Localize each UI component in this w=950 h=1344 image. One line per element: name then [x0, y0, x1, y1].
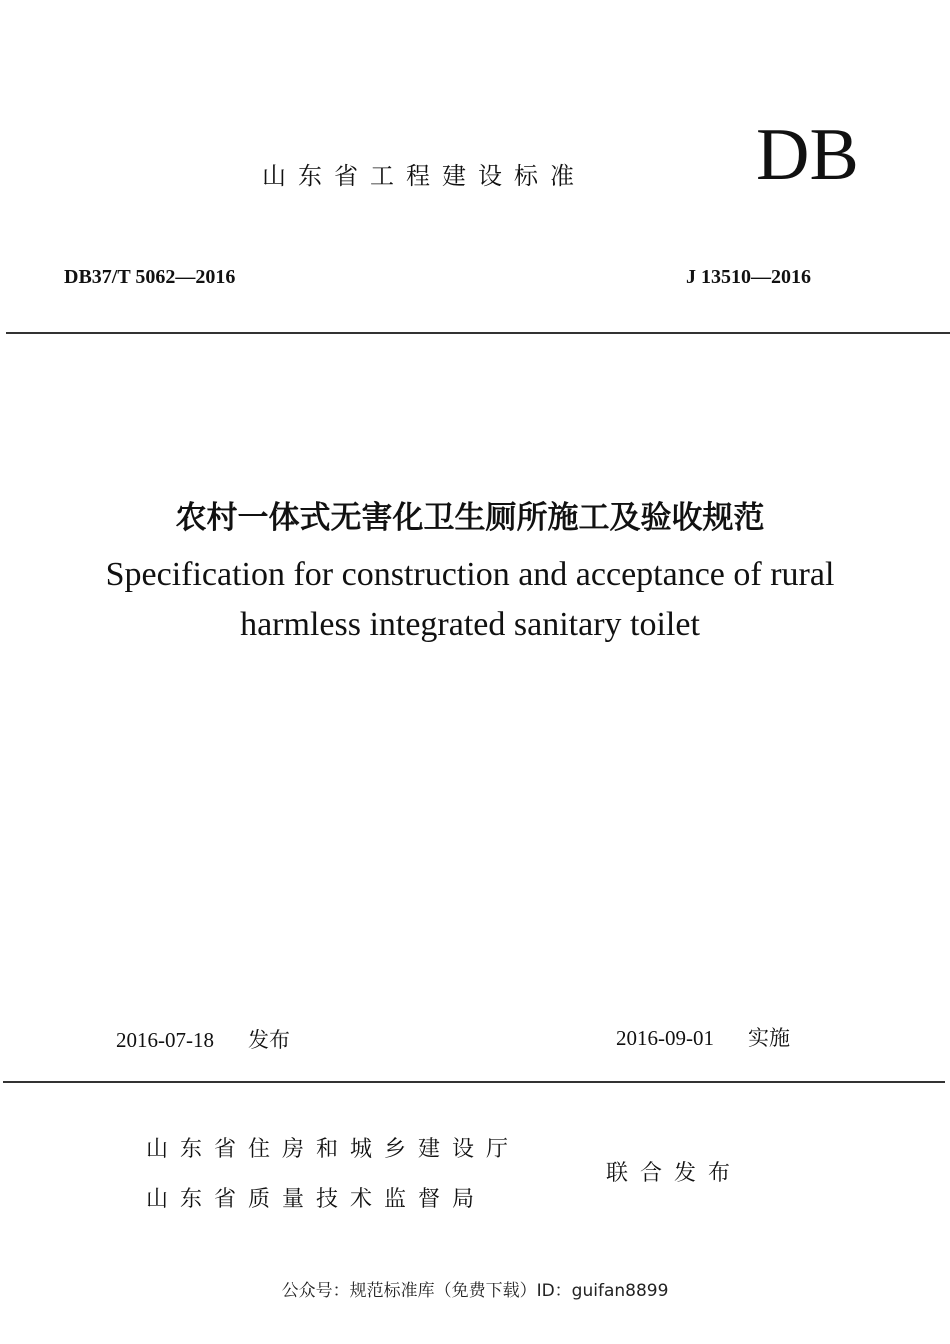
top-divider [6, 332, 950, 334]
effective-label: 实施 [748, 1026, 790, 1050]
publish-date: 2016-07-18 [116, 1028, 214, 1052]
joint-issue-label: 联合发布 [606, 1161, 743, 1186]
title-english-line2: harmless integrated sanitary toilet [240, 606, 700, 643]
publish-label: 发布 [248, 1028, 290, 1052]
bottom-divider [3, 1081, 945, 1083]
effective-date-block [616, 1022, 790, 1052]
effective-date: 2016-09-01 [616, 1026, 714, 1050]
footer-watermark-text: 公众号：规范标准库（免费下载）ID：guifan8899 [281, 1281, 669, 1301]
issuer-housing-dept: 山东省住房和城乡建设厅 [146, 1137, 521, 1162]
title-english-line1: Specification for construction and acceptance of rural [105, 556, 835, 593]
publish-date-block [116, 1024, 290, 1054]
standard-code: DB37/T 5062—2016 [64, 266, 236, 288]
issuer-quality-bureau: 山东省质量技术监督局 [146, 1187, 487, 1212]
standard-category: 山东省工程建设标准 [262, 162, 586, 190]
record-code: J 13510—2016 [686, 266, 811, 288]
title-chinese: 农村一体式无害化卫生厕所施工及验收规范 [175, 500, 765, 536]
db-mark: DB [756, 114, 859, 196]
